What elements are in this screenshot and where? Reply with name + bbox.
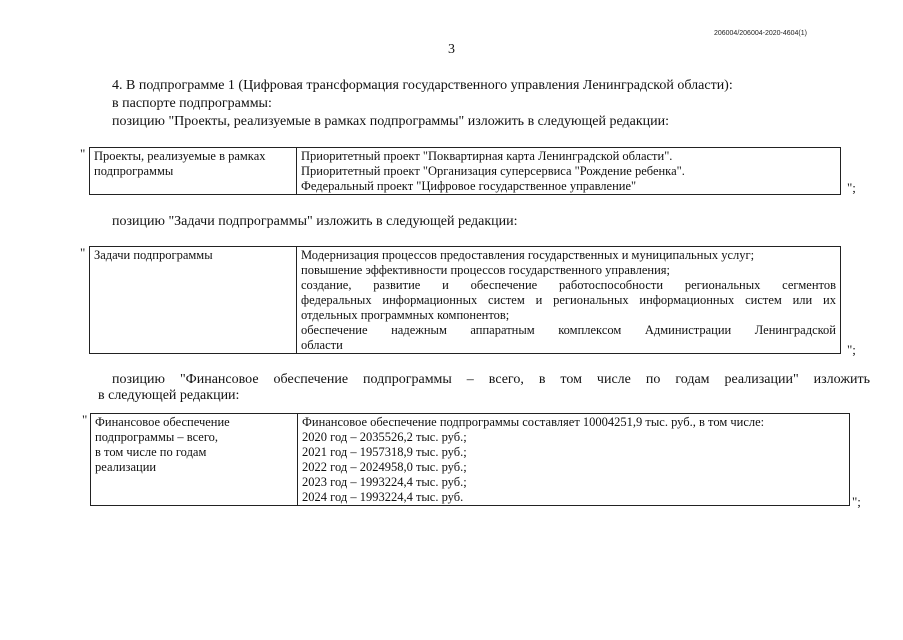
- document-id: 206004/206004-2020-4604(1): [713, 30, 807, 37]
- tasks-line: области: [301, 338, 343, 352]
- finance-instruction: [98, 372, 870, 404]
- finance-label-line: подпрограммы – всего,: [95, 430, 219, 444]
- finance-label-line: реализации: [95, 460, 157, 474]
- tasks-line: обеспечение надежным аппаратным комплексом Администрации Ленинградской: [301, 323, 836, 337]
- finance-line: 2022 год – 2024958,0 тыс. руб.;: [302, 460, 467, 474]
- tasks-line: повышение эффективности процессов государственного управления;: [301, 263, 671, 277]
- finance-open-quote: ": [82, 412, 88, 427]
- finance-instruction-line2: в следующей редакции:: [98, 388, 240, 403]
- projects-label-line: подпрограммы: [94, 164, 174, 178]
- finance-line: 2021 год – 1957318,9 тыс. руб.;: [302, 445, 467, 459]
- tasks-line: федеральных информационных систем и региональных информационных систем или их: [301, 293, 836, 307]
- projects-label-cell: [90, 148, 297, 195]
- tasks-line: Модернизация процессов предоставления государственных и муниципальных услуг;: [301, 248, 755, 262]
- tasks-line: создание, развитие и обеспечение работоспособности региональных сегментов: [301, 278, 836, 292]
- finance-line: 2020 год – 2035526,2 тыс. руб.;: [302, 430, 467, 444]
- projects-line: Федеральный проект "Цифровое государственное управление": [301, 179, 637, 193]
- section-heading: 4. В подпрограмме 1 (Цифровая трансформация государственного управления Ленинградской области):: [112, 78, 733, 93]
- tasks-label-cell: [90, 247, 297, 354]
- projects-instruction: позицию "Проекты, реализуемые в рамках подпрограммы" изложить в следующей редакции:: [112, 114, 670, 129]
- finance-label-line: Финансовое обеспечение: [95, 415, 230, 429]
- projects-value-cell: [297, 148, 841, 195]
- projects-table: [89, 147, 841, 195]
- tasks-instruction: позицию "Задачи подпрограммы" изложить в следующей редакции:: [112, 214, 518, 229]
- finance-table: [90, 413, 850, 506]
- finance-instruction-line1: позицию "Финансовое обеспечение подпрограммы – всего, в том числе по годам реализации" изложить: [112, 372, 870, 387]
- projects-close-quote: ";: [847, 180, 856, 195]
- finance-line: 2023 год – 1993224,4 тыс. руб.;: [302, 475, 467, 489]
- finance-line: Финансовое обеспечение подпрограммы составляет 10004251,9 тыс. руб., в том числе:: [302, 415, 765, 429]
- finance-value-cell: [298, 414, 850, 506]
- tasks-label: Задачи подпрограммы: [94, 248, 213, 262]
- projects-line: Приоритетный проект "Поквартирная карта Ленинградской области".: [301, 149, 673, 163]
- tasks-value-cell: [297, 247, 841, 354]
- finance-label-cell: [91, 414, 298, 506]
- page-number: 3: [448, 42, 455, 57]
- tasks-close-quote: ";: [847, 342, 856, 357]
- tasks-table: [89, 246, 841, 354]
- projects-line: Приоритетный проект "Организация суперсервиса "Рождение ребенка".: [301, 164, 685, 178]
- tasks-line: отдельных программных компонентов;: [301, 308, 510, 322]
- projects-open-quote: ": [80, 146, 86, 161]
- finance-label-line: в том числе по годам: [95, 445, 207, 459]
- projects-label-line: Проекты, реализуемые в рамках: [94, 149, 266, 163]
- tasks-open-quote: ": [80, 245, 86, 260]
- finance-line: 2024 год – 1993224,4 тыс. руб.: [302, 490, 464, 504]
- finance-close-quote: ";: [852, 494, 861, 509]
- intro-line: в паспорте подпрограммы:: [112, 96, 272, 111]
